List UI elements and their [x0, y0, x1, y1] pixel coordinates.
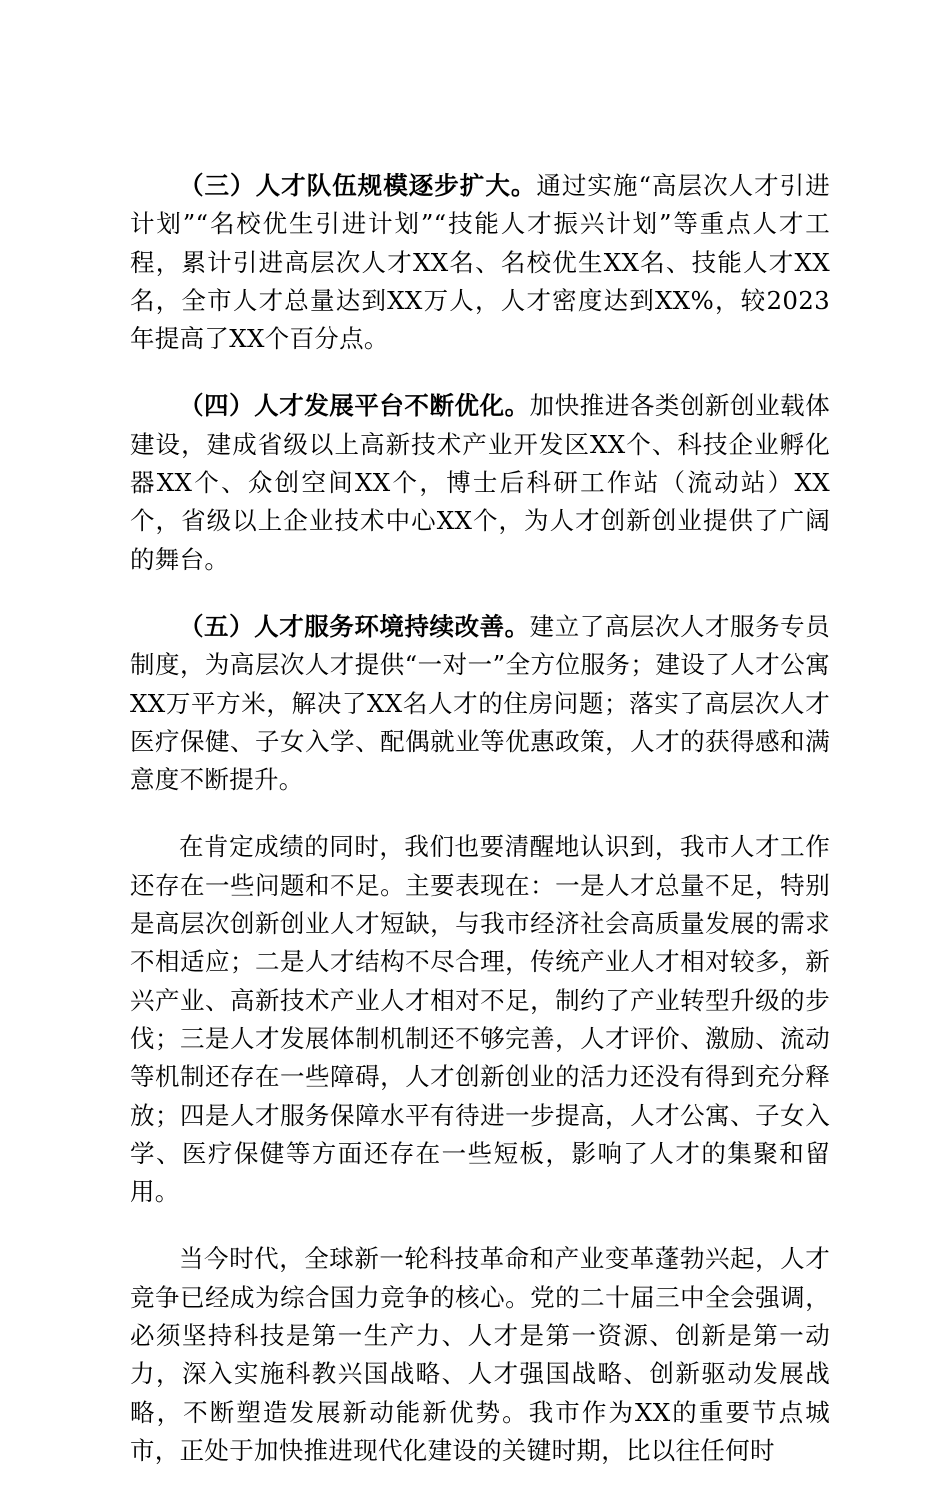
paragraph-problems	[130, 828, 830, 1211]
paragraph-text: 通过实施“高层次人才引进计划”“名校优生引进计划”“技能人才振兴计划”等重点人才工程，累计引进高层次人才XX名、名校优生XX名、技能人才XX名，全市人才总量达到XX万人，人才密度达到XX%，较2023年提高了XX个百分点。	[130, 171, 830, 354]
paragraph-text: 加快推进各类创新创业载体建设，建成省级以上高新技术产业开发区XX个、科技企业孵化器XX个、众创空间XX个，博士后科研工作站（流动站）XX个，省级以上企业技术中心XX个，为人才创新创业提供了广阔的舞台。	[130, 391, 830, 574]
paragraph-talent-team-expansion	[130, 167, 830, 358]
paragraph-heading: （四）人才发展平台不断优化。	[179, 391, 530, 421]
paragraph-platform-optimization	[130, 387, 830, 578]
document-body	[130, 167, 830, 1499]
paragraph-text: 在肯定成绩的同时，我们也要清醒地认识到，我市人才工作还存在一些问题和不足。主要表现在：一是人才总量不足，特别是高层次创新创业人才短缺，与我市经济社会高质量发展的需求不相适应；二是人才结构不尽合理，传统产业人才相对较多，新兴产业、高新技术产业人才相对不足，制约了产业转型升级的步伐；三是人才发展体制机制还不够完善，人才评价、激励、流动等机制还存在一些障碍，人才创新创业的活力还没有得到充分释放；四是人才服务保障水平有待进一步提高，人才公寓、子女入学、医疗保健等方面还存在一些短板，影响了人才的集聚和留用。	[130, 832, 830, 1207]
paragraph-service-environment	[130, 608, 830, 799]
paragraph-text: 建立了高层次人才服务专员制度，为高层次人才提供“一对一”全方位服务；建设了人才公寓XX万平方米，解决了XX名人才的住房问题；落实了高层次人才医疗保健、子女入学、配偶就业等优惠政策，人才的获得感和满意度不断提升。	[130, 611, 830, 795]
paragraph-heading: （五）人才服务环境持续改善。	[179, 611, 530, 641]
paragraph-heading: （三）人才队伍规模逐步扩大。	[179, 171, 537, 200]
paragraph-text: 当今时代，全球新一轮科技革命和产业变革蓬勃兴起，人才竞争已经成为综合国力竞争的核心。党的二十届三中全会强调，必须坚持科技是第一生产力、人才是第一资源、创新是第一动力，深入实施科教兴国战略、人才强国战略、创新驱动发展战略，不断塑造发展新动能新优势。我市作为XX的重要节点城市，正处于加快推进现代化建设的关键时期，比以往任何时	[130, 1244, 830, 1465]
paragraph-era-context	[130, 1240, 830, 1470]
